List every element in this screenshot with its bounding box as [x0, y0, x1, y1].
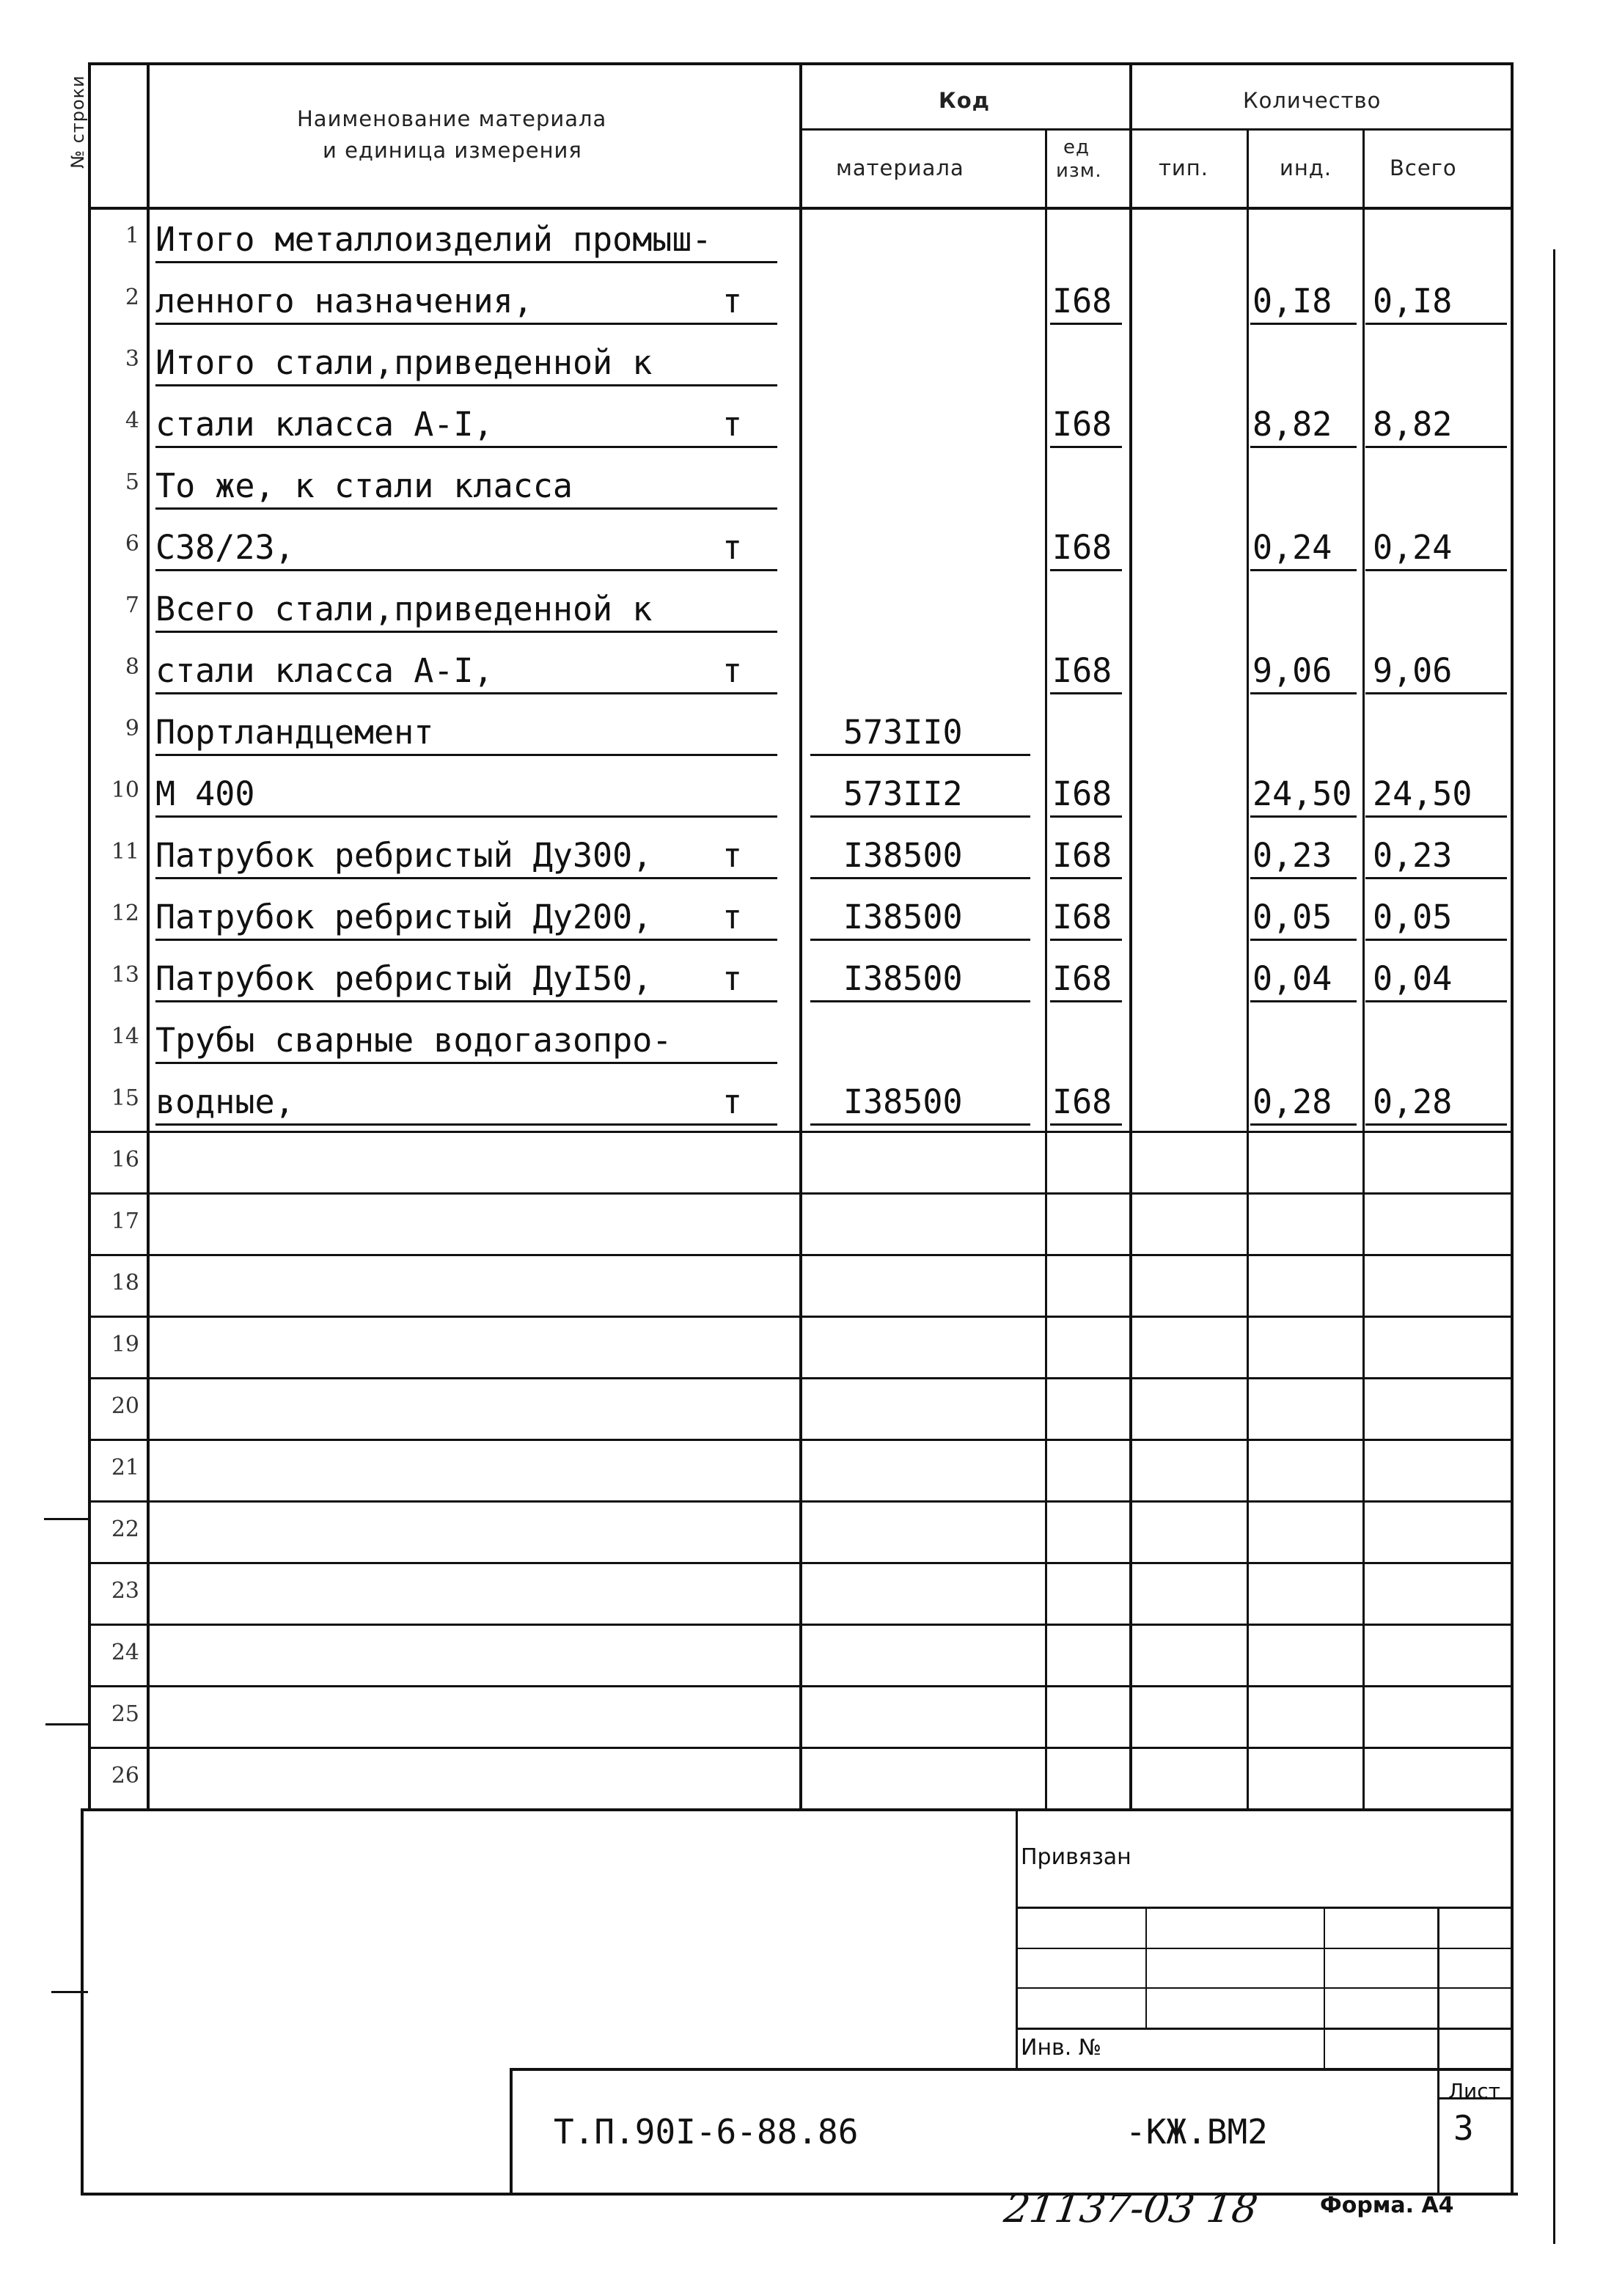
- qty-total: 0,I8: [1373, 282, 1453, 320]
- row-number: 6: [125, 531, 139, 557]
- row-line: [88, 1131, 1511, 1133]
- underline: [1250, 446, 1357, 448]
- row-number: 10: [111, 777, 139, 803]
- material-name: стали класса А-I,: [155, 405, 494, 444]
- qty-individual: 0,28: [1252, 1082, 1332, 1121]
- stamp-doc-suffix: -КЖ.ВМ2: [1126, 2112, 1268, 2152]
- unit-code: I68: [1052, 774, 1112, 813]
- margin-mark: [44, 1518, 89, 1520]
- row-number: 2: [125, 285, 139, 310]
- underline: [1250, 1123, 1357, 1126]
- row-number: 22: [111, 1516, 139, 1542]
- qty-total: 0,04: [1373, 959, 1453, 998]
- underline: [155, 631, 777, 633]
- underline: [1250, 692, 1357, 694]
- qty-total: 9,06: [1373, 651, 1453, 690]
- underline: [1250, 877, 1357, 879]
- header-code: Код: [939, 88, 991, 113]
- material-name: Патрубок ребристый Ду200,: [155, 898, 653, 936]
- stamp-line-1: [1016, 1907, 1511, 1909]
- row-line: [88, 1316, 1511, 1318]
- col-line-ind: [1247, 128, 1249, 1808]
- form-format-label: Форма. А4: [1320, 2193, 1454, 2218]
- material-name: Всего стали,приведенной к: [155, 590, 653, 628]
- qty-total: 0,05: [1373, 898, 1453, 936]
- header-subline: [799, 128, 1511, 131]
- row-line: [88, 1254, 1511, 1256]
- material-name: ленного назначения,: [155, 282, 533, 320]
- material-code: 573II2: [843, 774, 963, 813]
- qty-individual: 0,04: [1252, 959, 1332, 998]
- row-number: 15: [111, 1085, 139, 1111]
- stamp-col-3: [1437, 1907, 1439, 2193]
- handwritten-archive-number: 21137-03 18: [1001, 2185, 1261, 2231]
- material-code: 573II0: [843, 713, 963, 752]
- stamp-title-left: [510, 2068, 513, 2193]
- stamp-line-4: [1016, 2028, 1511, 2030]
- underline: [155, 323, 777, 325]
- underline: [810, 877, 1030, 879]
- underline: [155, 877, 777, 879]
- qty-total: 0,23: [1373, 836, 1453, 875]
- row-number: 12: [111, 901, 139, 926]
- underline: [810, 1000, 1030, 1002]
- material-name: Трубы сварные водогазопро-: [155, 1021, 672, 1060]
- material-name: Портландцемент: [155, 713, 434, 752]
- qty-individual: 8,82: [1252, 405, 1332, 444]
- frame-left-table: [88, 62, 91, 1808]
- underline: [1365, 692, 1507, 694]
- header-name-line1: Наименование материала: [297, 106, 607, 131]
- underline: [155, 754, 777, 756]
- header-code-material: материала: [836, 155, 964, 180]
- row-number: 17: [111, 1208, 139, 1234]
- qty-total: 0,28: [1373, 1082, 1453, 1121]
- underline: [1050, 1000, 1122, 1002]
- stamp-sheet-label: Лист: [1448, 2079, 1500, 2103]
- unit-label: т: [722, 1082, 743, 1121]
- row-number: 24: [111, 1640, 139, 1665]
- qty-individual: 0,05: [1252, 898, 1332, 936]
- row-line: [88, 1500, 1511, 1503]
- unit-code: I68: [1052, 405, 1112, 444]
- margin-mark: [51, 1991, 88, 1993]
- underline: [155, 569, 777, 571]
- unit-label: т: [722, 528, 743, 567]
- underline: [1250, 939, 1357, 941]
- qty-total: 24,50: [1373, 774, 1472, 813]
- material-name: Патрубок ребристый ДуI50,: [155, 959, 653, 998]
- material-code: I38500: [843, 1082, 963, 1121]
- underline: [1365, 815, 1507, 818]
- material-name: Итого стали,приведенной к: [155, 343, 653, 382]
- header-qty-typ: тип.: [1159, 155, 1208, 180]
- underline: [1050, 1123, 1122, 1126]
- row-number: 26: [111, 1763, 139, 1789]
- col-line-unit: [1045, 128, 1047, 1808]
- row-number: 9: [125, 716, 139, 741]
- underline: [1365, 569, 1507, 571]
- material-name: водные,: [155, 1082, 295, 1121]
- material-code: I38500: [843, 959, 963, 998]
- row-line: [88, 1377, 1511, 1379]
- stamp-line-2: [1016, 1948, 1511, 1949]
- stamp-col-2: [1324, 1907, 1325, 2068]
- qty-individual: 9,06: [1252, 651, 1332, 690]
- margin-mark: [45, 1723, 88, 1725]
- row-line: [88, 1562, 1511, 1564]
- col-line-qty: [1129, 62, 1132, 1808]
- row-number: 4: [125, 408, 139, 433]
- row-number: 8: [125, 654, 139, 680]
- row-number: 23: [111, 1578, 139, 1604]
- underline: [155, 1123, 777, 1126]
- underline: [1365, 1123, 1507, 1126]
- row-number: 20: [111, 1393, 139, 1419]
- underline: [1365, 446, 1507, 448]
- underline: [155, 815, 777, 818]
- unit-code: I68: [1052, 528, 1112, 567]
- col-line-total: [1362, 128, 1365, 1808]
- row-number: 3: [125, 346, 139, 372]
- material-name: Итого металлоизделий промыш-: [155, 220, 712, 259]
- unit-label: т: [722, 959, 743, 998]
- qty-individual: 0,23: [1252, 836, 1332, 875]
- underline: [1050, 692, 1122, 694]
- underline: [1250, 815, 1357, 818]
- unit-label: т: [722, 898, 743, 936]
- row-line: [88, 1747, 1511, 1749]
- stamp-doc-code: Т.П.90I-6-88.86: [554, 2112, 859, 2152]
- unit-code: I68: [1052, 282, 1112, 320]
- row-line: [88, 1439, 1511, 1441]
- underline: [1365, 939, 1507, 941]
- underline: [155, 507, 777, 510]
- row-number: 1: [125, 223, 139, 249]
- unit-label: т: [722, 405, 743, 444]
- unit-code: I68: [1052, 898, 1112, 936]
- underline: [1365, 323, 1507, 325]
- stamp-title-top: [510, 2068, 1511, 2071]
- underline: [1250, 1000, 1357, 1002]
- row-line: [88, 1685, 1511, 1687]
- underline: [810, 754, 1030, 756]
- underline: [1365, 1000, 1507, 1002]
- header-unit-line1: ед: [1063, 136, 1090, 158]
- underline: [155, 939, 777, 941]
- table-bottom: [81, 1808, 1511, 1811]
- unit-code: I68: [1052, 836, 1112, 875]
- underline: [1250, 569, 1357, 571]
- header-qty-ind: инд.: [1280, 155, 1332, 180]
- row-number: 14: [111, 1024, 139, 1049]
- underline: [810, 815, 1030, 818]
- qty-total: 8,82: [1373, 405, 1453, 444]
- row-number: 18: [111, 1270, 139, 1296]
- row-number: 25: [111, 1701, 139, 1727]
- underline: [1050, 446, 1122, 448]
- qty-total: 0,24: [1373, 528, 1453, 567]
- underline: [1050, 815, 1122, 818]
- stamp-col-1: [1145, 1907, 1147, 2028]
- material-name: Патрубок ребристый Ду300,: [155, 836, 653, 875]
- stamp-privyazan: Привязан: [1021, 1844, 1131, 1870]
- header-quantity: Количество: [1243, 88, 1382, 113]
- frame-left-stamp: [81, 1808, 84, 2193]
- unit-label: т: [722, 836, 743, 875]
- stamp-line-3: [1016, 1987, 1511, 1989]
- col-line-code: [799, 62, 802, 1808]
- row-number: 5: [125, 469, 139, 495]
- unit-code: I68: [1052, 959, 1112, 998]
- underline: [810, 939, 1030, 941]
- row-number: 11: [111, 839, 139, 865]
- unit-code: I68: [1052, 651, 1112, 690]
- col-line-name: [147, 62, 150, 1808]
- header-rownum: № строки: [67, 75, 88, 169]
- underline: [155, 1062, 777, 1064]
- underline: [155, 261, 777, 263]
- underline: [155, 1000, 777, 1002]
- unit-label: т: [722, 282, 743, 320]
- material-code: I38500: [843, 836, 963, 875]
- stamp-sheet-number: 3: [1453, 2108, 1474, 2148]
- row-number: 13: [111, 962, 139, 988]
- row-number: 7: [125, 593, 139, 618]
- header-unit-line2: изм.: [1056, 160, 1102, 182]
- header-qty-total: Всего: [1390, 155, 1457, 180]
- underline: [155, 446, 777, 448]
- underline: [1050, 323, 1122, 325]
- frame-right: [1511, 62, 1514, 2193]
- row-line: [88, 1192, 1511, 1195]
- material-name: стали класса А-I,: [155, 651, 494, 690]
- qty-individual: 0,24: [1252, 528, 1332, 567]
- underline: [1050, 939, 1122, 941]
- frame-bottom: [81, 2193, 1518, 2196]
- underline: [155, 692, 777, 694]
- row-number: 21: [111, 1455, 139, 1481]
- row-number: 16: [111, 1147, 139, 1173]
- header-name-line2: и единица измерения: [323, 138, 582, 163]
- qty-individual: 0,I8: [1252, 282, 1332, 320]
- right-margin-line: [1553, 249, 1555, 2244]
- material-name: С38/23,: [155, 528, 295, 567]
- row-number: 19: [111, 1332, 139, 1357]
- underline: [1050, 569, 1122, 571]
- stamp-inv-no: Инв. №: [1021, 2035, 1102, 2061]
- material-name: То же, к стали класса: [155, 466, 573, 505]
- material-name: М 400: [155, 774, 255, 813]
- row-line: [88, 1624, 1511, 1626]
- unit-code: I68: [1052, 1082, 1112, 1121]
- underline: [155, 384, 777, 386]
- material-code: I38500: [843, 898, 963, 936]
- unit-label: т: [722, 651, 743, 690]
- qty-individual: 24,50: [1252, 774, 1352, 813]
- underline: [1365, 877, 1507, 879]
- underline: [1250, 323, 1357, 325]
- underline: [1050, 877, 1122, 879]
- underline: [810, 1123, 1030, 1126]
